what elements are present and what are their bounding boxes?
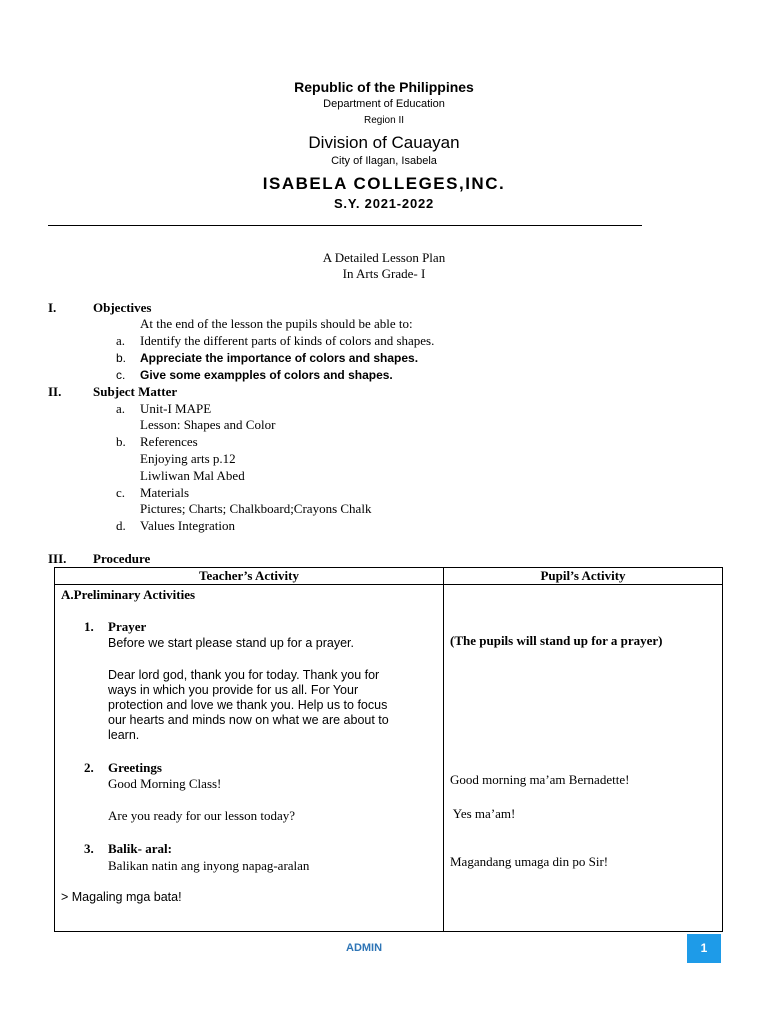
objectives-number: I. [48, 300, 57, 315]
materials-label: Materials [140, 485, 190, 500]
prayer-text-line: learn. [108, 728, 140, 742]
review-text: Balikan natin ang inyong napag-aralan [108, 858, 310, 873]
prayer-instruction: Before we start please stand up for a prayer. [108, 636, 354, 650]
subject-letter: d. [116, 518, 126, 533]
division-heading: Division of Cauayan [308, 133, 460, 152]
city-heading: City of Ilagan, Isabela [331, 155, 437, 167]
ready-question: Are you ready for our lesson today? [108, 808, 295, 823]
objective-item: Give some exampples of colors and shapes. [140, 368, 393, 382]
procedure-number: III. [48, 551, 67, 566]
lesson-label: Lesson: Shapes and Color [140, 417, 276, 432]
header-divider [48, 225, 642, 226]
pupil-activity-header: Pupil’s Activity [444, 568, 723, 585]
school-year: S.Y. 2021-2022 [333, 196, 435, 211]
reference-author: Liwliwan Mal Abed [140, 468, 245, 483]
objective-letter: b. [116, 351, 127, 365]
objective-letter: a. [116, 333, 126, 348]
greetings-number: 2. [84, 760, 94, 775]
objectives-heading: Objectives [93, 300, 152, 315]
prayer-title: Prayer [108, 619, 147, 634]
prayer-response: (The pupils will stand up for a prayer) [450, 633, 663, 648]
prayer-text-line: protection and love we thank you. Help us to focus [108, 698, 388, 712]
prayer-text-line: Dear lord god, thank you for today. Thank you for [108, 668, 380, 682]
subject-letter: a. [116, 401, 126, 416]
prayer-text-line: our hearts and minds now on what we are about to [108, 713, 389, 727]
footer-author: ADMIN [346, 942, 383, 954]
objective-letter: c. [116, 368, 126, 382]
subject-matter-heading: Subject Matter [93, 384, 178, 399]
procedure-table [54, 567, 723, 932]
lesson-plan-subtitle: In Arts Grade- I [342, 266, 426, 281]
procedure-heading: Procedure [93, 551, 151, 566]
greetings-text: Good Morning Class! [108, 776, 222, 791]
objective-item: Appreciate the importance of colors and shapes. [140, 351, 419, 365]
lesson-plan-title: A Detailed Lesson Plan [322, 250, 446, 265]
review-number: 3. [84, 841, 94, 856]
department-heading: Department of Education [323, 98, 445, 110]
praise-text: > Magaling mga bata! [61, 890, 182, 904]
review-title: Balik- aral: [108, 841, 172, 856]
teacher-activity-header: Teacher’s Activity [55, 568, 444, 585]
review-response: Magandang umaga din po Sir! [450, 854, 609, 869]
region-heading: Region II [363, 115, 405, 126]
subject-letter: b. [116, 434, 126, 449]
page-number-badge: 1 [687, 934, 721, 963]
references-label: References [140, 434, 198, 449]
teacher-activity-cell [55, 585, 444, 932]
materials-list: Pictures; Charts; Chalkboard;Crayons Chalk [140, 501, 372, 516]
republic-heading: Republic of the Philippines [294, 79, 474, 95]
prayer-number: 1. [84, 619, 94, 634]
reference-book: Enjoying arts p.12 [140, 451, 236, 466]
subject-matter-number: II. [48, 384, 62, 399]
preliminary-activities-heading: A.Preliminary Activities [61, 587, 196, 602]
greeting-response: Good morning ma’am Bernadette! [450, 772, 630, 787]
subject-letter: c. [116, 485, 126, 500]
objective-item: Identify the different parts of kinds of colors and shapes. [140, 333, 435, 348]
unit-label: Unit-I MAPE [140, 401, 212, 416]
greetings-title: Greetings [108, 760, 162, 775]
prayer-text-line: ways in which you provide for us all. For Your [108, 683, 359, 697]
ready-response: Yes ma’am! [450, 806, 516, 821]
pupil-activity-cell [444, 585, 723, 932]
values-label: Values Integration [140, 518, 235, 533]
school-name: ISABELA COLLEGES,INC. [262, 174, 506, 193]
objectives-intro: At the end of the lesson the pupils should be able to: [140, 316, 413, 331]
